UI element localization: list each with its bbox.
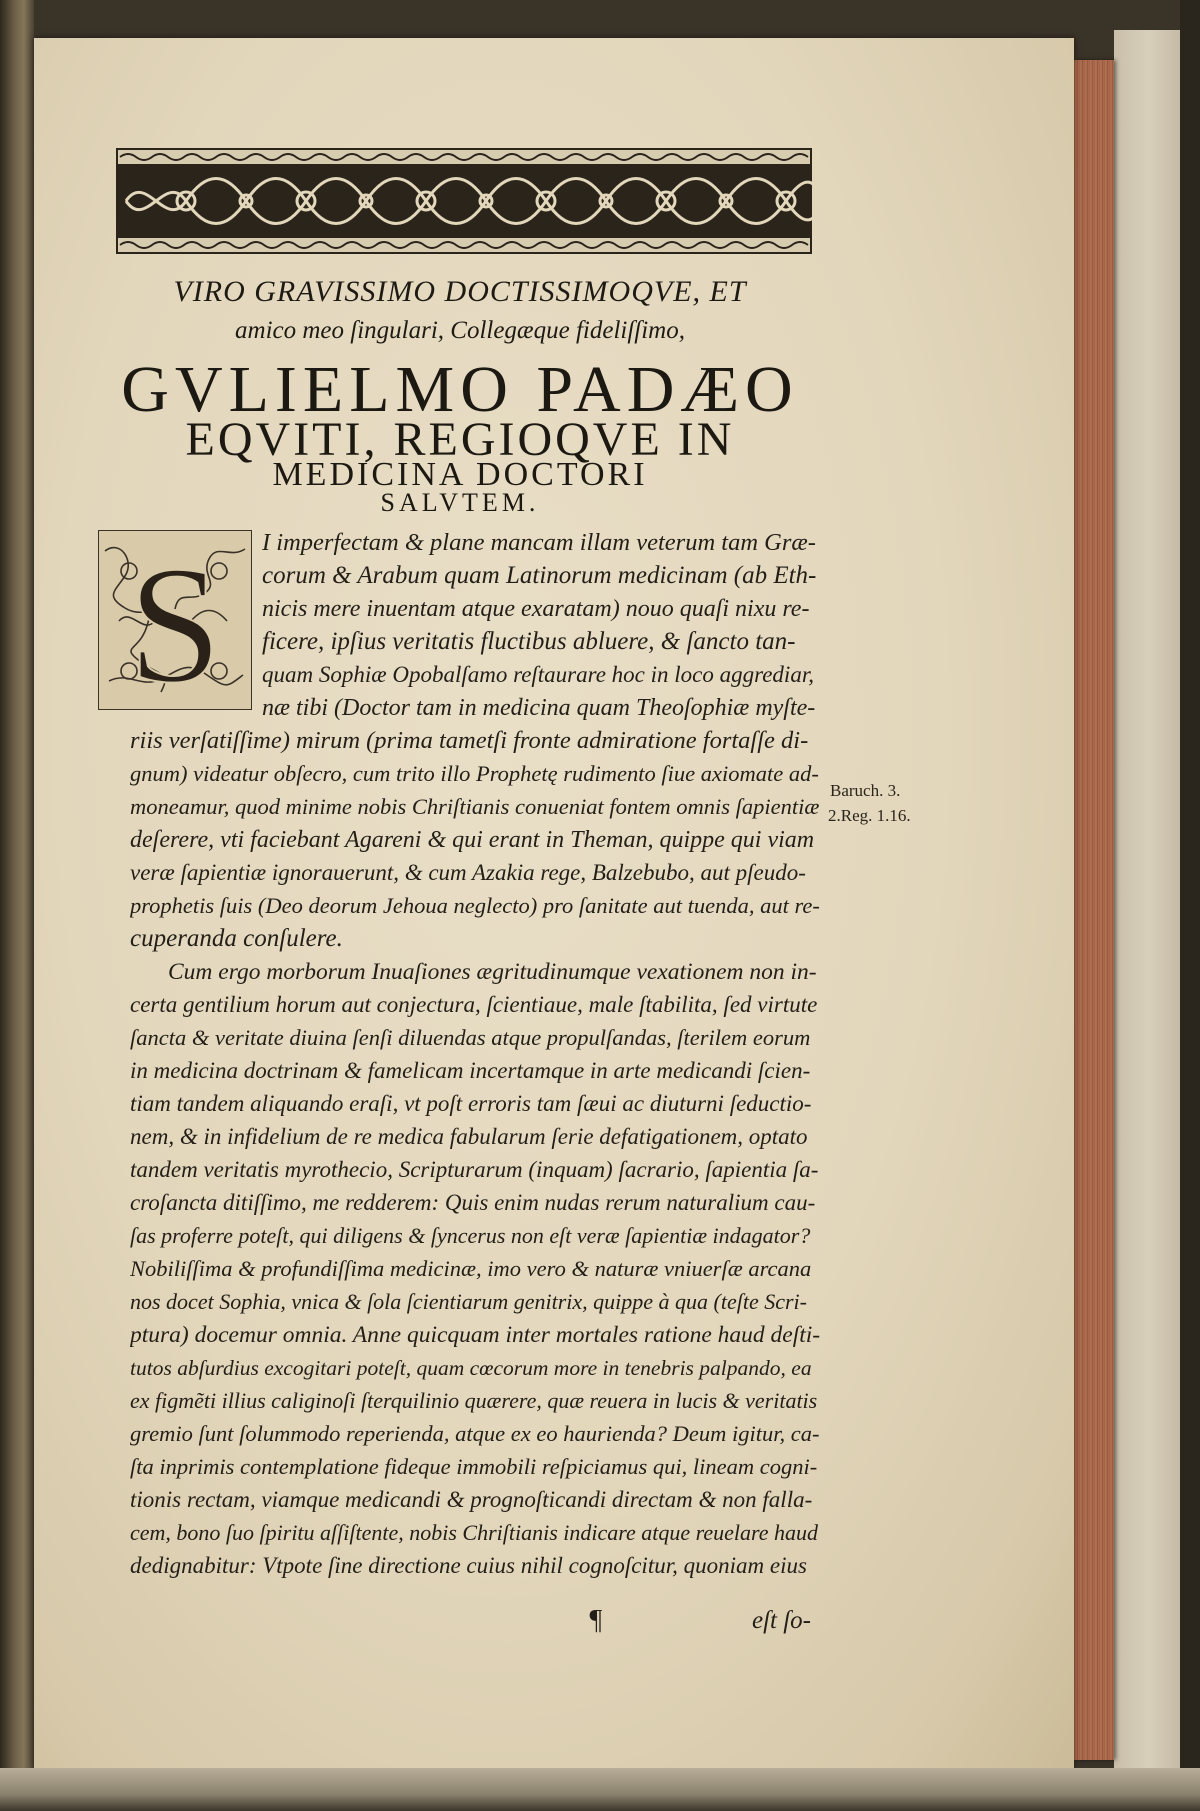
decorated-initial-s <box>98 530 252 710</box>
headpiece-ornament <box>116 148 812 254</box>
body-line: Cum ergo morborum Inuaſiones ægritudinumque vexationem non in- <box>168 959 817 985</box>
body-line: ſas proferre poteſt, qui diligens & ſyncerus non eſt veræ ſapientiæ indagator? <box>130 1223 811 1248</box>
previous-page-edge <box>0 0 34 1811</box>
body-line: riis verſatiſſime) mirum (prima tametſi fronte admiratione fortaſſe di- <box>130 727 809 754</box>
body-line: tutos abſurdius excogitari poteſt, quam cœcorum more in tenebris palpando, ea <box>130 1356 812 1380</box>
margin-note-baruch: Baruch. 3. <box>830 781 901 800</box>
dedicatee-title-1: EQVITI, REGIOQVE IN <box>185 413 735 466</box>
body-line: cem, bono ſuo ſpiritu aſſiſtente, nobis Chriſtianis indicare atque reuelare haud <box>130 1520 819 1545</box>
body-line: I imperfectam & plane mancam illam veterum tam Græ- <box>262 529 816 556</box>
body-line: nem, & in infidelium de re medica fabularum ſerie defatigationem, optato <box>130 1124 808 1149</box>
dedicatee-name: GVLIELMO PADÆO <box>121 353 799 426</box>
body-line: gnum) videatur obſecro, cum trito illo Prophetę rudimento ſiue axiomate ad- <box>130 761 819 786</box>
body-line: quam Sophiæ Opobalſamo reſtaurare hoc in loco aggrediar, <box>262 662 814 687</box>
body-line: dedignabitur: Vtpote ſine directione cuius nihil cognoſcitur, quoniam eius <box>130 1553 807 1578</box>
page-block-edges <box>1074 60 1114 1760</box>
signature-mark: ¶ <box>588 1605 603 1636</box>
body-line: gremio ſunt ſolummodo reperienda, atque ex eo haurienda? Deum igitur, ca- <box>130 1421 820 1446</box>
body-line: ptura) docemur omnia. Anne quicquam inter mortales ratione haud deſti- <box>130 1322 820 1348</box>
body-line: Nobiliſſima & profundiſſima medicinæ, imo vero & naturæ vniuerſæ arcana <box>130 1256 812 1281</box>
body-line: deſerere, vti faciebant Agareni & qui erant in Theman, quippe qui viam <box>130 827 815 853</box>
body-line: tiam tandem aliquando eraſi, vt poſt erroris tam ſæui ac diuturni ſeductio- <box>130 1091 812 1116</box>
bottom-edge <box>0 1768 1200 1811</box>
body-line: tandem veritatis myrothecio, Scripturarum (inquam) ſacrario, ſapientia ſa- <box>130 1157 819 1182</box>
body-line: cuperanda conſulere. <box>130 925 343 952</box>
salutation: SALVTEM. <box>380 488 540 517</box>
dedication-line-2: amico meo ſingulari, Collegæque fideliſſimo, <box>235 317 685 344</box>
background-edge <box>1180 0 1200 1811</box>
body-line: ex figmẽti illius caliginoſi ſterquilinio quærere, quæ reuera in lucis & veritatis <box>130 1388 818 1413</box>
body-line: nicis mere inuentam atque exaratam) nouo quaſi nixu re- <box>262 596 810 622</box>
body-line: ſancta & veritate diuina ſenſi diluendas atque propulſandas, ſterilem eorum <box>130 1025 811 1050</box>
dedicatee-title-2: MEDICINA DOCTORI <box>272 456 648 493</box>
body-line: tionis rectam, viamque medicandi & prognoſticandi directam & non falla- <box>130 1487 813 1512</box>
body-line: moneamur, quod minime nobis Chriſtianis conueniat fontem omnis ſapientiæ <box>130 794 820 819</box>
body-line: croſancta ditiſſimo, me redderem: Quis enim nudas rerum naturalium cau- <box>130 1190 816 1215</box>
body-line: ficere, ipſius veritatis fluctibus abluere, & ſancto tan- <box>262 628 796 655</box>
initial-letter: S <box>128 532 222 710</box>
catchword: eſt ſo- <box>752 1607 812 1634</box>
body-line: prophetis ſuis (Deo deorum Jehoua neglecto) pro ſanitate aut tuenda, aut re- <box>130 893 820 918</box>
body-line: ſta inprimis contemplatione fideque immobili reſpiciamus qui, lineam cogni- <box>130 1454 818 1479</box>
body-line: corum & Arabum quam Latinorum medicinam (ab Eth- <box>262 562 817 589</box>
body-line: næ tibi (Doctor tam in medicina quam Theoſophiæ myſte- <box>262 695 816 721</box>
body-line: nos docet Sophia, vnica & ſola ſcientiarum genitrix, quippe à qua (teſte Scri- <box>130 1289 807 1314</box>
body-line: certa gentilium horum aut conjectura, ſcientiaue, male ſtabilita, ſed virtute <box>130 992 818 1017</box>
dedication-line-1: VIRO GRAVISSIMO DOCTISSIMOQVE, ET <box>173 275 747 308</box>
margin-note-reg: 2.Reg. 1.16. <box>828 806 911 825</box>
body-line: in medicina doctrinam & famelicam incertamque in arte medicandi ſcien- <box>130 1058 811 1083</box>
body-line: veræ ſapientiæ ignorauerunt, & cum Azakia rege, Balzebubo, aut pſeudo- <box>130 860 806 885</box>
